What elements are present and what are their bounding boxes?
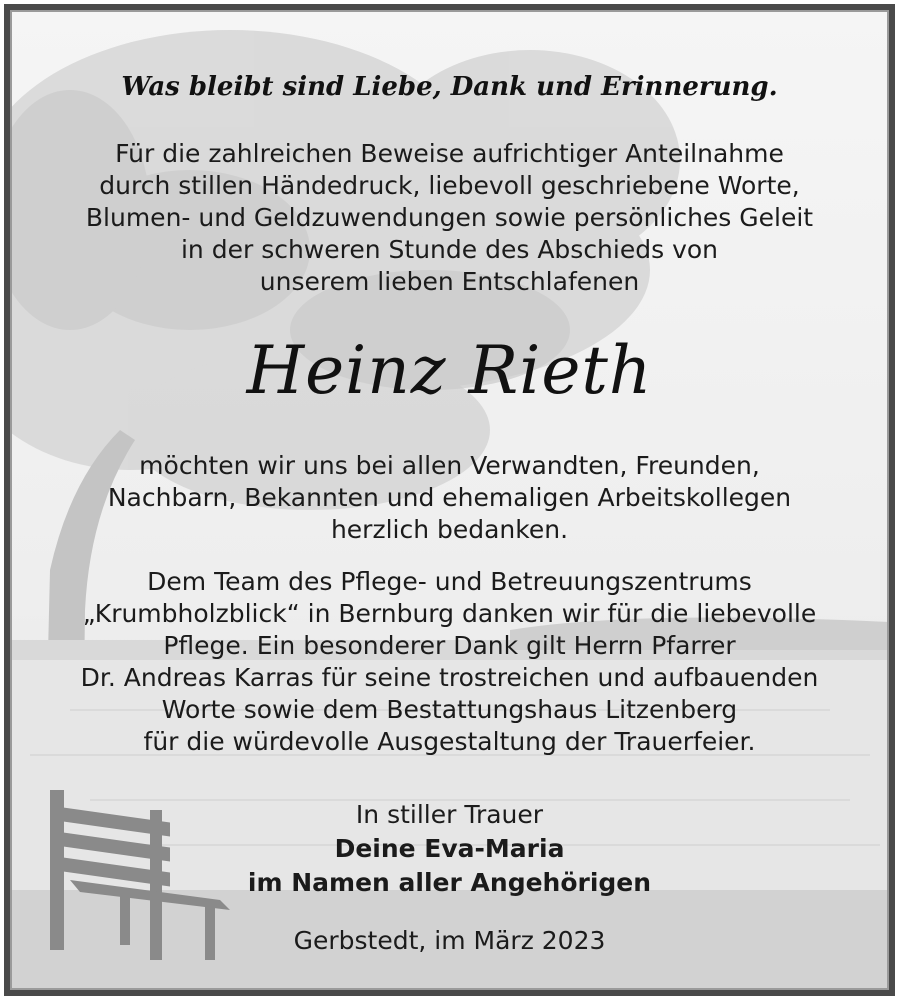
intro-paragraph: Für die zahlreichen Beweise aufrichtiger Anteilnahme durch stillen Händedruck, liebevoll geschriebene Worte, Blumen- und Geldzuwendungen sowie persönliches Geleit in der schweren Stunde des Abschieds von unserem lieben Entschlafenen <box>85 139 814 296</box>
motto-heading: Was bleibt sind Liebe, Dank und Erinnerung. <box>121 72 778 102</box>
deceased-name: Heinz Rieth <box>246 332 653 409</box>
special-thanks-paragraph: Dem Team des Pflege- und Betreuungszentrums „Krumbholzblick“ in Bernburg danken wir für die liebevolle Pflege. Ein besonderer Dank gilt Herrn Pfarrer Dr. Andreas Karras für seine trostreichen und aufbauenden Worte sowie dem Bestattungshaus Litzenberg für die würdevolle Ausgestaltung der Trauerfeier. <box>80 567 819 756</box>
thanks-paragraph: möchten wir uns bei allen Verwandten, Freunden, Nachbarn, Bekannten und ehemaligen Arbeitskollegen herzlich bedanken. <box>107 451 792 544</box>
obituary-frame <box>4 4 895 996</box>
signature-block <box>10 798 889 900</box>
signature-line-1: In stiller Trauer <box>355 800 544 829</box>
place-and-date: Gerbstedt, im März 2023 <box>293 926 606 955</box>
signature-line-3: im Namen aller Angehörigen <box>247 868 652 897</box>
signature-line-2: Deine Eva-Maria <box>334 834 565 863</box>
